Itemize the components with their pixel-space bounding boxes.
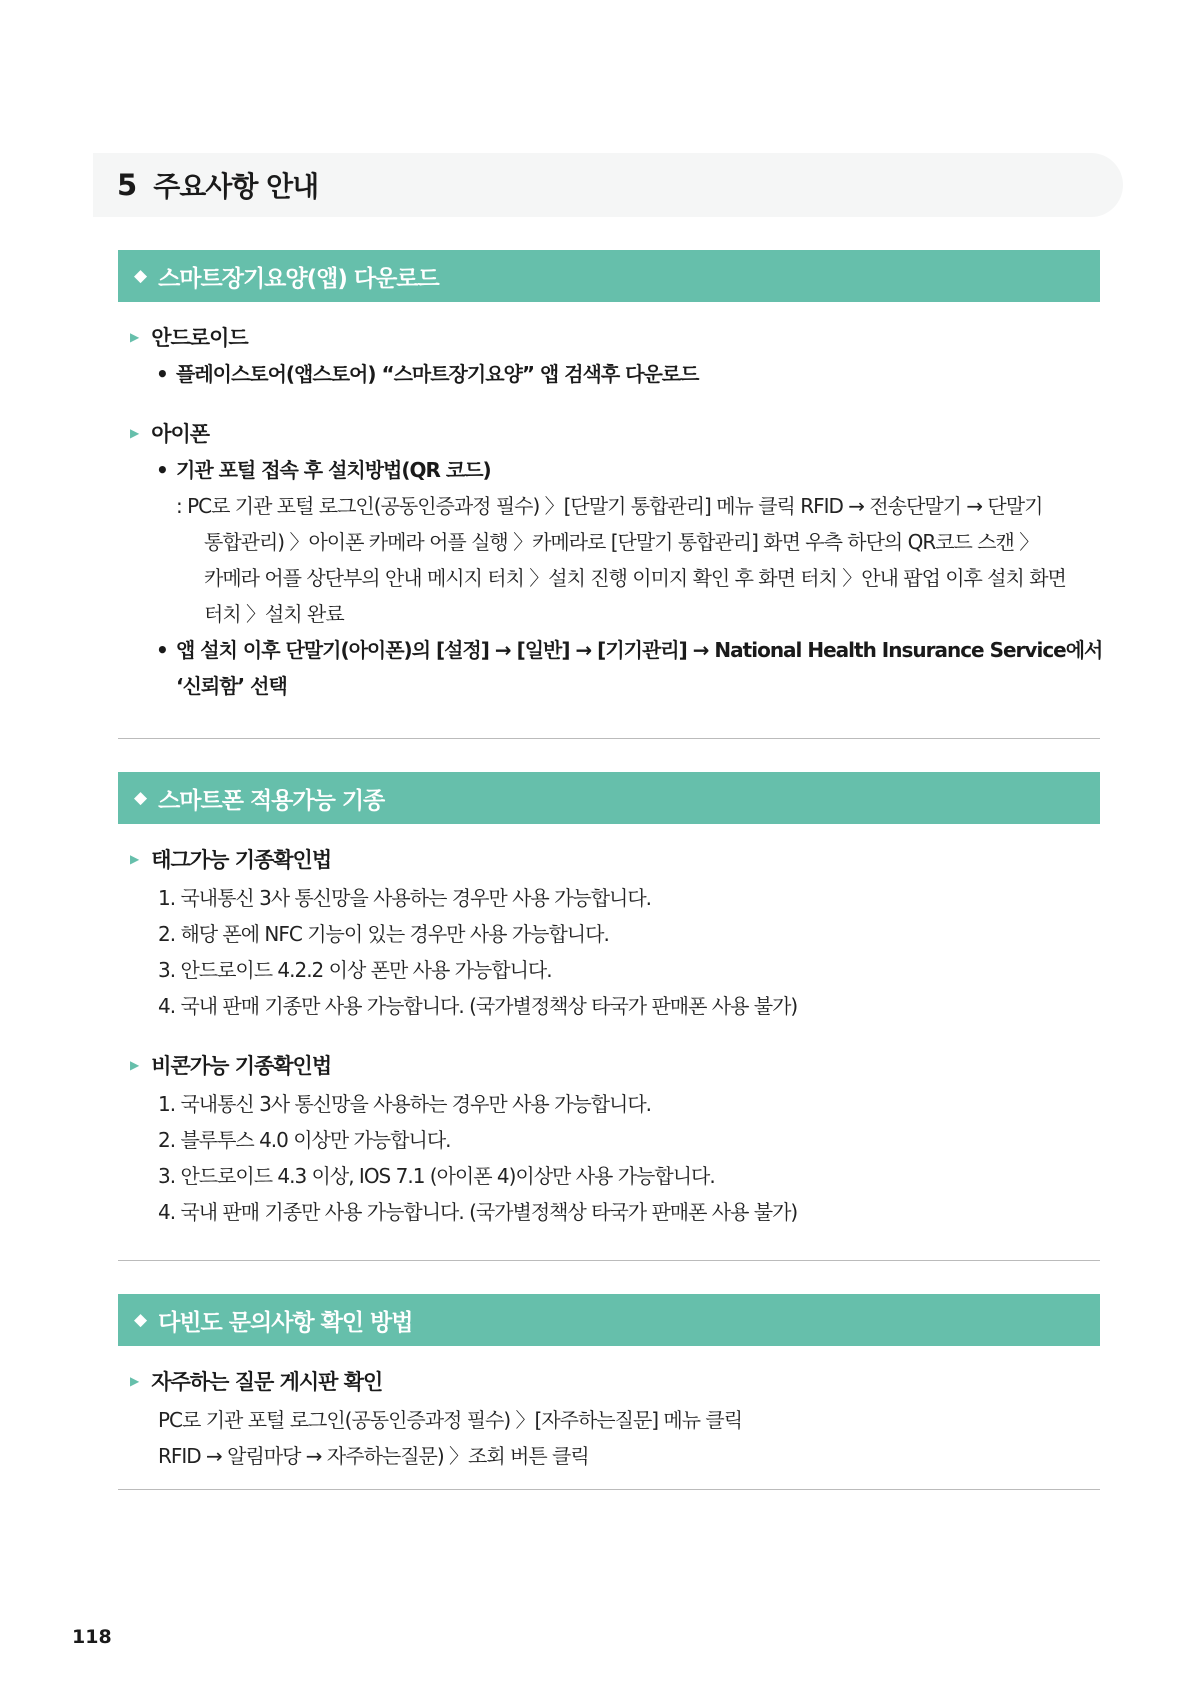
- bullet-item: [156, 452, 1100, 488]
- bullet-text: 앱 설치 이후 단말기(아이폰)의 [설정] → [일반] → [기기관리] → National Health Insurance Service에서: [176, 638, 1103, 662]
- steps-line: : PC로 기관 포털 로그인(공동인증과정 필수) 〉[단말기 통합관리] 메뉴 클릭 RFID → 전송단말기 → 단말기: [176, 494, 1043, 518]
- section-title: 다빈도 문의사항 확인 방법: [158, 1309, 413, 1336]
- divider: [118, 738, 1100, 739]
- section-title: 스마트폰 적용가능 기종: [158, 787, 385, 814]
- steps-line: 카메라 어플 상단부의 안내 메시지 터치 〉설치 진행 이미지 확인 후 화면 터치 〉안내 팝업 이후 설치 화면: [204, 566, 1066, 590]
- bullet-text: ‘신뢰함’ 선택: [176, 674, 287, 698]
- bullet-dot-icon: •: [156, 362, 168, 386]
- bullet-text: 플레이스토어(앱스토어) “스마트장기요양” 앱 검색후 다운로드: [176, 362, 699, 386]
- install-steps: [176, 488, 1100, 632]
- diamond-icon: ◆: [134, 788, 147, 808]
- bullet-dot-icon: •: [156, 638, 168, 662]
- subsection-iphone: [130, 418, 1100, 448]
- section-title: 스마트장기요양(앱) 다운로드: [158, 265, 439, 292]
- subsection-beacon: [130, 1050, 1100, 1080]
- subsection-title: 안드로이드: [151, 326, 248, 350]
- bullet-dot-icon: •: [156, 458, 168, 482]
- chapter-title: 주요사항 안내: [153, 170, 319, 203]
- chapter-number: 5: [117, 168, 138, 202]
- list-item: 2. 블루투스 4.0 이상만 가능합니다.: [158, 1128, 451, 1152]
- chapter-header: [93, 153, 1123, 217]
- triangle-right-icon: ▶: [130, 1374, 139, 1388]
- section-compatible-devices: [118, 772, 1100, 1230]
- subsection-tag: [130, 844, 1100, 874]
- subsection-title: 비콘가능 기종확인법: [151, 1054, 332, 1078]
- subsection-title: 자주하는 질문 게시판 확인: [151, 1370, 383, 1394]
- subsection-title: 아이폰: [151, 422, 210, 446]
- diamond-icon: ◆: [134, 266, 147, 286]
- list-item: 4. 국내 판매 기종만 사용 가능합니다. (국가별정책상 타국가 판매폰 사용 불가): [158, 1200, 798, 1224]
- steps-line: 터치 〉설치 완료: [204, 602, 344, 626]
- section-app-download: [118, 250, 1103, 704]
- divider: [118, 1260, 1100, 1261]
- steps-line: 통합관리) 〉아이폰 카메라 어플 실행 〉카메라로 [단말기 통합관리] 화면 우측 하단의 QR코드 스캔 〉: [204, 530, 1039, 554]
- divider: [118, 1489, 1100, 1490]
- subsection-android: [130, 322, 1100, 352]
- diamond-icon: ◆: [134, 1310, 147, 1330]
- bullet-item: [156, 632, 1103, 704]
- section-faq: [118, 1294, 1100, 1474]
- faq-line: RFID → 알림마당 → 자주하는질문) 〉조회 버튼 클릭: [158, 1444, 589, 1468]
- beacon-list: [158, 1086, 1100, 1230]
- page-number: 118: [72, 1626, 112, 1648]
- bullet-text: 기관 포털 접속 후 설치방법(QR 코드): [176, 458, 491, 482]
- tag-list: [158, 880, 1100, 1024]
- section-header: [118, 772, 1100, 824]
- section-header: [118, 1294, 1100, 1346]
- faq-line: PC로 기관 포털 로그인(공동인증과정 필수) 〉[자주하는질문] 메뉴 클릭: [158, 1408, 743, 1432]
- bullet-item: [156, 356, 1100, 392]
- section-header: [118, 250, 1100, 302]
- list-item: 2. 해당 폰에 NFC 기능이 있는 경우만 사용 가능합니다.: [158, 922, 609, 946]
- triangle-right-icon: ▶: [130, 852, 139, 866]
- list-item: 1. 국내통신 3사 통신망을 사용하는 경우만 사용 가능합니다.: [158, 886, 652, 910]
- list-item: 3. 안드로이드 4.3 이상, IOS 7.1 (아이폰 4)이상만 사용 가능합니다.: [158, 1164, 715, 1188]
- subsection-faq-board: [130, 1366, 1100, 1396]
- subsection-title: 태그가능 기종확인법: [151, 848, 332, 872]
- faq-steps: [158, 1402, 1100, 1474]
- triangle-right-icon: ▶: [130, 1058, 139, 1072]
- list-item: 3. 안드로이드 4.2.2 이상 폰만 사용 가능합니다.: [158, 958, 552, 982]
- triangle-right-icon: ▶: [130, 330, 139, 344]
- list-item: 4. 국내 판매 기종만 사용 가능합니다. (국가별정책상 타국가 판매폰 사용 불가): [158, 994, 798, 1018]
- triangle-right-icon: ▶: [130, 426, 139, 440]
- list-item: 1. 국내통신 3사 통신망을 사용하는 경우만 사용 가능합니다.: [158, 1092, 652, 1116]
